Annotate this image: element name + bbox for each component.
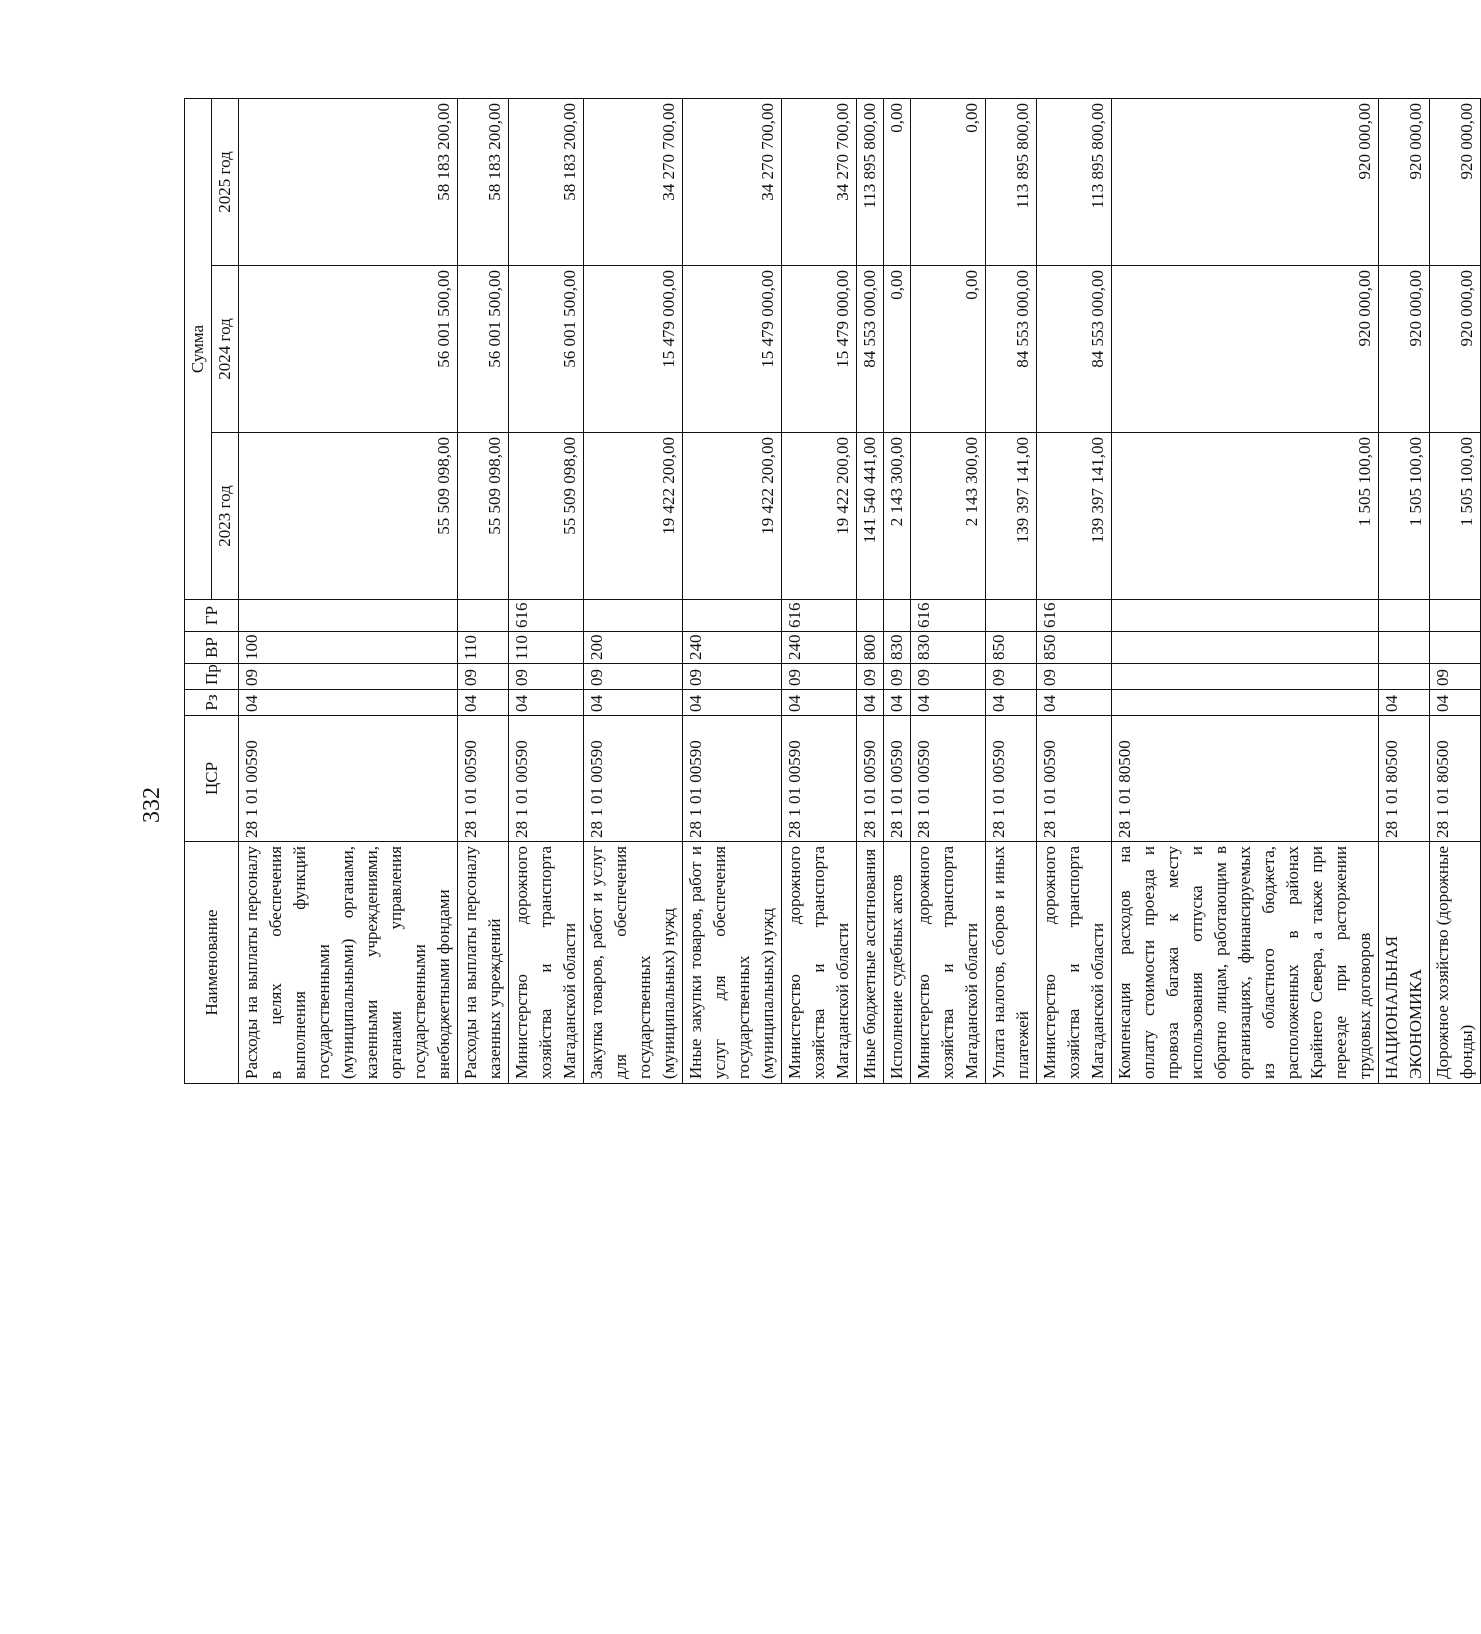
row-gr <box>857 600 884 632</box>
row-rz: 04 <box>884 690 911 716</box>
row-sum-2025: 58 183 200,00 <box>509 99 584 266</box>
row-pr: 09 <box>683 664 782 690</box>
row-sum-2025: 34 270 700,00 <box>683 99 782 266</box>
row-csr: 28 1 01 00590 <box>782 716 857 842</box>
row-vr: 240 <box>683 632 782 664</box>
row-vr: 110 <box>509 632 584 664</box>
row-gr: 616 <box>1037 600 1112 632</box>
row-sum-2023: 1 505 100,00 <box>1379 433 1430 600</box>
row-csr: 28 1 01 00590 <box>857 716 884 842</box>
row-vr: 100 <box>239 632 458 664</box>
row-sum-2024: 56 001 500,00 <box>509 266 584 433</box>
row-csr: 28 1 01 00590 <box>884 716 911 842</box>
row-name: Компенсация расходов на оплату стоимости проезда и провоза багажа к месту использования отпуска и обратно лицам, работающим в организациях, финансируемых из областного бюджета, расположенных в районах Крайнего Севера, а также при переезде при расторжении трудовых договоров <box>1112 842 1379 1084</box>
row-gr <box>683 600 782 632</box>
row-sum-2025: 920 000,00 <box>1430 99 1481 266</box>
row-rz: 04 <box>986 690 1037 716</box>
table-row <box>911 99 986 1084</box>
row-vr: 830 <box>884 632 911 664</box>
row-name: Иные бюджетные ассигнования <box>857 842 884 1084</box>
row-sum-2023: 55 509 098,00 <box>458 433 509 600</box>
row-csr: 28 1 01 00590 <box>239 716 458 842</box>
row-csr: 28 1 01 00590 <box>986 716 1037 842</box>
table-row <box>1430 99 1481 1084</box>
row-sum-2025: 34 270 700,00 <box>782 99 857 266</box>
row-rz: 04 <box>239 690 458 716</box>
row-vr: 800 <box>857 632 884 664</box>
budget-table-container <box>184 99 1476 1084</box>
row-sum-2025: 113 895 800,00 <box>857 99 884 266</box>
row-gr <box>1430 600 1481 632</box>
row-sum-2025: 113 895 800,00 <box>1037 99 1112 266</box>
row-pr: 09 <box>458 664 509 690</box>
row-vr: 830 <box>911 632 986 664</box>
row-sum-2023: 19 422 200,00 <box>584 433 683 600</box>
row-vr: 110 <box>458 632 509 664</box>
row-name: Министерство дорожного хозяйства и транспорта Магаданской области <box>782 842 857 1084</box>
row-sum-2024: 920 000,00 <box>1379 266 1430 433</box>
row-sum-2024: 15 479 000,00 <box>584 266 683 433</box>
row-name: Министерство дорожного хозяйства и транспорта Магаданской области <box>911 842 986 1084</box>
row-sum-2024: 84 553 000,00 <box>857 266 884 433</box>
row-sum-2025: 0,00 <box>911 99 986 266</box>
row-csr: 28 1 01 00590 <box>683 716 782 842</box>
row-sum-2024: 920 000,00 <box>1112 266 1379 433</box>
row-sum-2024: 15 479 000,00 <box>782 266 857 433</box>
row-rz: 04 <box>857 690 884 716</box>
row-sum-2024: 84 553 000,00 <box>986 266 1037 433</box>
row-name: Министерство дорожного хозяйства и транспорта Магаданской области <box>509 842 584 1084</box>
row-sum-2025: 34 270 700,00 <box>584 99 683 266</box>
table-row <box>1379 99 1430 1084</box>
row-vr <box>1379 632 1430 664</box>
row-gr: 616 <box>509 600 584 632</box>
row-sum-2025: 920 000,00 <box>1379 99 1430 266</box>
header-name: Наименование <box>185 842 239 1084</box>
row-gr <box>1379 600 1430 632</box>
row-name: Министерство дорожного хозяйства и транспорта Магаданской области <box>1037 842 1112 1084</box>
row-pr: 09 <box>986 664 1037 690</box>
row-rz: 04 <box>584 690 683 716</box>
row-csr: 28 1 01 00590 <box>584 716 683 842</box>
row-sum-2024: 0,00 <box>911 266 986 433</box>
row-vr: 850 <box>986 632 1037 664</box>
row-sum-2023: 2 143 300,00 <box>884 433 911 600</box>
table-row <box>884 99 911 1084</box>
row-csr: 28 1 01 00590 <box>1037 716 1112 842</box>
page-number: 332 <box>139 787 165 823</box>
row-sum-2025: 0,00 <box>884 99 911 266</box>
row-pr: 09 <box>782 664 857 690</box>
table-row <box>1037 99 1112 1084</box>
row-name: Расходы на выплаты персоналу в целях обеспечения выполнения функций государственными (муниципальными) органами, казенными учреждениями, органами управления государственными внебюджетными фондами <box>239 842 458 1084</box>
row-gr <box>884 600 911 632</box>
row-csr: 28 1 01 80500 <box>1430 716 1481 842</box>
row-name: Дорожное хозяйство (дорожные фонды) <box>1430 842 1481 1084</box>
table-row <box>683 99 782 1084</box>
row-sum-2024: 84 553 000,00 <box>1037 266 1112 433</box>
row-pr <box>1379 664 1430 690</box>
row-sum-2025: 113 895 800,00 <box>986 99 1037 266</box>
row-pr: 09 <box>509 664 584 690</box>
row-sum-2024: 920 000,00 <box>1430 266 1481 433</box>
budget-table <box>184 98 1481 1084</box>
row-sum-2024: 56 001 500,00 <box>458 266 509 433</box>
row-pr <box>1112 664 1379 690</box>
header-2023: 2023 год <box>212 433 239 600</box>
row-vr: 200 <box>584 632 683 664</box>
row-gr <box>1112 600 1379 632</box>
row-vr <box>1430 632 1481 664</box>
row-csr: 28 1 01 00590 <box>458 716 509 842</box>
table-row <box>509 99 584 1084</box>
row-sum-2023: 2 143 300,00 <box>911 433 986 600</box>
row-gr: 616 <box>911 600 986 632</box>
row-rz: 04 <box>1037 690 1112 716</box>
row-gr <box>986 600 1037 632</box>
row-pr: 09 <box>584 664 683 690</box>
row-sum-2023: 1 505 100,00 <box>1112 433 1379 600</box>
row-gr <box>584 600 683 632</box>
table-row <box>1112 99 1379 1084</box>
row-sum-2025: 920 000,00 <box>1112 99 1379 266</box>
row-vr <box>1112 632 1379 664</box>
row-sum-2023: 55 509 098,00 <box>509 433 584 600</box>
row-name: Уплата налогов, сборов и иных платежей <box>986 842 1037 1084</box>
header-gr: ГР <box>185 600 239 632</box>
table-row <box>458 99 509 1084</box>
row-rz: 04 <box>1379 690 1430 716</box>
row-rz: 04 <box>782 690 857 716</box>
row-sum-2023: 55 509 098,00 <box>239 433 458 600</box>
row-pr: 09 <box>239 664 458 690</box>
row-rz <box>1112 690 1379 716</box>
row-rz: 04 <box>911 690 986 716</box>
row-sum-2023: 1 505 100,00 <box>1430 433 1481 600</box>
row-rz: 04 <box>1430 690 1481 716</box>
row-gr: 616 <box>782 600 857 632</box>
row-csr: 28 1 01 00590 <box>911 716 986 842</box>
header-sum: Сумма <box>185 99 212 600</box>
row-name: НАЦИОНАЛЬНАЯ ЭКОНОМИКА <box>1379 842 1430 1084</box>
row-pr: 09 <box>884 664 911 690</box>
row-csr: 28 1 01 80500 <box>1112 716 1379 842</box>
row-sum-2025: 58 183 200,00 <box>239 99 458 266</box>
row-sum-2024: 56 001 500,00 <box>239 266 458 433</box>
row-sum-2024: 15 479 000,00 <box>683 266 782 433</box>
table-row <box>857 99 884 1084</box>
header-2024: 2024 год <box>212 266 239 433</box>
row-vr: 240 <box>782 632 857 664</box>
row-sum-2023: 139 397 141,00 <box>1037 433 1112 600</box>
header-rz: Рз <box>185 690 239 716</box>
row-gr <box>458 600 509 632</box>
row-sum-2023: 19 422 200,00 <box>683 433 782 600</box>
table-row <box>584 99 683 1084</box>
row-vr: 850 <box>1037 632 1112 664</box>
row-name: Закупка товаров, работ и услуг для обеспечения государственных (муниципальных) нужд <box>584 842 683 1084</box>
header-csr: ЦСР <box>185 716 239 842</box>
header-2025: 2025 год <box>212 99 239 266</box>
table-row <box>986 99 1037 1084</box>
table-row <box>239 99 458 1084</box>
row-pr: 09 <box>1430 664 1481 690</box>
row-gr <box>239 600 458 632</box>
row-sum-2025: 58 183 200,00 <box>458 99 509 266</box>
row-rz: 04 <box>509 690 584 716</box>
row-name: Иные закупки товаров, работ и услуг для обеспечения государственных (муниципальных) нужд <box>683 842 782 1084</box>
row-name: Исполнение судебных актов <box>884 842 911 1084</box>
row-rz: 04 <box>458 690 509 716</box>
table-row <box>782 99 857 1084</box>
row-sum-2024: 0,00 <box>884 266 911 433</box>
row-pr: 09 <box>857 664 884 690</box>
row-name: Расходы на выплаты персоналу казенных учреждений <box>458 842 509 1084</box>
row-sum-2023: 19 422 200,00 <box>782 433 857 600</box>
row-sum-2023: 139 397 141,00 <box>986 433 1037 600</box>
row-rz: 04 <box>683 690 782 716</box>
row-csr: 28 1 01 80500 <box>1379 716 1430 842</box>
row-pr: 09 <box>1037 664 1112 690</box>
header-vr: ВР <box>185 632 239 664</box>
row-csr: 28 1 01 00590 <box>509 716 584 842</box>
header-pr: Пр <box>185 664 239 690</box>
row-sum-2023: 141 540 441,00 <box>857 433 884 600</box>
row-pr: 09 <box>911 664 986 690</box>
